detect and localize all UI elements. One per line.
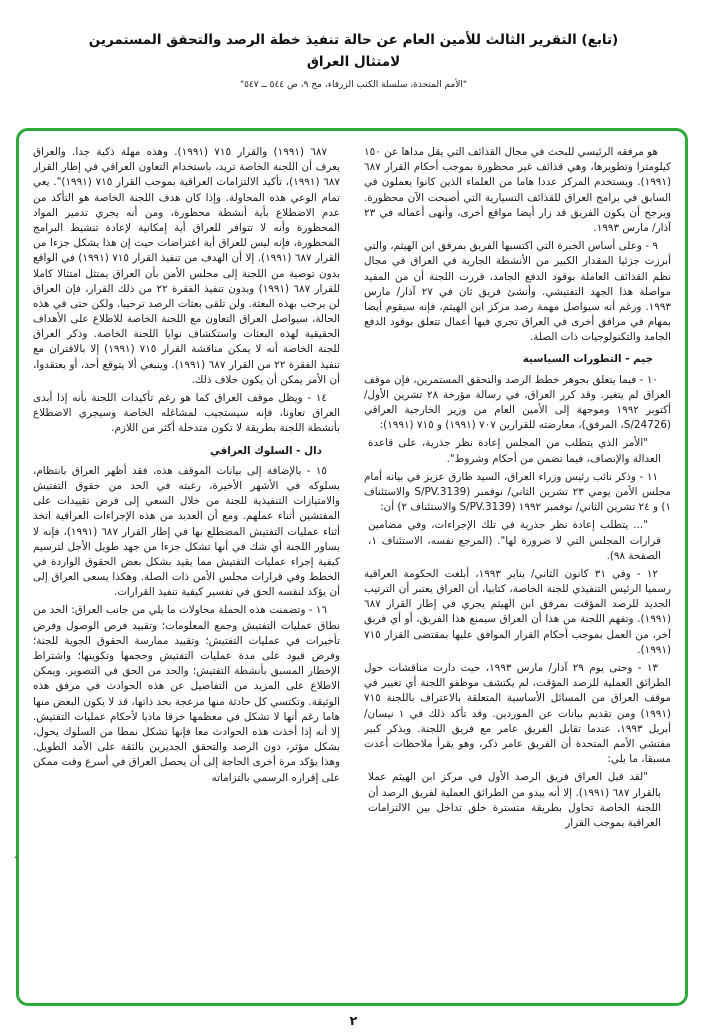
section-heading-jeem: جيم - التطورات السياسية [522,353,653,366]
title-line-2: لامتثال العراق [306,53,401,70]
paragraph: ١١ - وذكر نائب رئيس وزراء العراق، السيد طارق عزيز في بيانه أمام مجلس الأمن يومي ٢٣ تشرين الثاني/ نوفمبر (S/PV.3139 والاستئناف ١) و ٢٤ تشرين الثاني/ نوفمبر ١٩٩٢ (S/PV.3139 والاستئناف ٢) أن: [364,470,671,514]
paragraph: ٦٨٧ (١٩٩١) والقرار ٧١٥ (١٩٩١). وهذه مهلة ذكية جدا. والعراق يعرف أن اللجنة الخاصة تريد، باستخدام التعاون العراقي في إطار القرار ٦٨٧ (١٩٩١)، تأكيد الالتزامات العراقية بموجب القرار ٧١٥ (١٩٩١)". يعي تمام الوعي هذه المحاولة. وإذا كان هدف اللجنة الخاصة هو التأكد من عدم الاضطلاع بأية أنشطة محظورة، ومن أنه يجري تدمير المواد المحظورة وأنه لا تتوافر للعراق أية إمكانية لإعادة تنشيط البرامج المحظورة، فإنه ليس للعراق أية اعتراضات حيث إن هذا يشكل جزءا من القرار ٦٨٧ (١٩٩١). إلا أن الهدف من تنفيذ القرار ٧١٥ (١٩٩١) في الواقع بدون توصية من اللجنة إلى مجلس الأمن بأن العراق يمتثل امتثالا كاملا للقرار ٦٨٧ (١٩٩١) وبدون تنفيذ الفقرة ٢٢ من ذلك القرار، فإن العراق لن يرحب بهذه البعثة. ولن تلقى بعثات الرصد ترحيبا. ولكن حتى في هذه الحالة، سيواصل العراق التعاون مع اللجنة الخاصة للاطلاع على الأهداف الحقيقية لهذه البعثات واستكشاف نوايا اللجنة الخاصة. وذكر العراق للجنة الخاصة أنه لا يمكن مناقشة القرار ٧١٥ (١٩٩١) إلا بالاقتران مع تنفيذ الفقرة ٢٢ من القرار ٦٨٧ (١٩٩١). وينبغي ألا يتوقع أحد، أو يعتقدوا، أن الأمر يمكن أن يكون خلاف ذلك. [33,146,340,386]
paragraph: ١٠ - فيما يتعلق بجوهر خطط الرصد والتحقق المستمرين، فإن موقف العراق لم يتغير. وقد كرر العراق، في رسالة مؤرخة ٢٨ تشرين الأول/ أكتوبر ١٩٩٢ وموجهة إلى الأمين العام من وزير الخارجية العراقي (S/24726، المرفق)، معارضته للقرارين ٧٠٧ (١٩٩١) و ٧١٥ (١٩٩١): [364,373,671,432]
quote-paragraph: "... يتطلب إعادة نظر جذرية في تلك الإجراءات، وفي مضامين قرارات المجلس التي لا ضرورة لها". (المرجع نفسه، الاستئناف ١، الصفحة ٩٨). [368,519,661,562]
source-citation: "الأمم المتحدة، سلسلة الكتب الزرقاء، مج ٩، ص ٥٤٤ ــ ٥٤٧" [239,80,468,91]
paragraph: ٩ - وعلى أساس الخبرة التي اكتسبها الفريق بمرفق ابن الهيثم، والتي أبرزت جزئيا المقدار الكبير من الأنشطة الجارية في العراق في مجال نظم القذائف العاملة بوقود الدفع الجامد، قررت اللجنة أن من المفيد مواصلة هذا الجهد التفتيشي. وأنشئ فريق ثان في ٢٧ آذار/ مارس ١٩٩٣. ورغم أنه سيواصل مهمة رصد مركز ابن الهيثم، فإنه سيقوم أيضا بمهام في مرافق أخرى في العراق تجري فيها أعمال تتعلق بوقود الدفع الجامد والتكنولوجيات ذات الصلة. [364,240,671,344]
left-column [33,145,340,993]
page-number: ٢ [349,1013,358,1028]
document-header [0,30,707,90]
paragraph: ١٥ - بالإضافة إلى بيانات الموقف هذه، فقد أظهر العراق بانتظام، بسلوكه في الأشهر الأخيرة، رغبته في الحد من حقوق التفتيش والامتيازات التنفيذية للجنة من خلال السعي إلى فرض تقييدات على المفتشين أثناء عملهم. ومع أن العديد من هذه الإجراءات العراقية اتخذ أثناء عمليات التفتيش المضطلع بها في إطار القرار ٦٨٧ (١٩٩١)، فإنه لا يساور اللجنة أي شك في أنها تشكل جزءا من جهد طويل الأجل لترسيم كيفية إجراء عمليات التفتيش مما يقيد بشكل بعض الحقوق الواردة في الخطط وفي قرارات مجلس الأمن ذات الصلة. وهكذا يسعى العراق إلى أن يؤكد لنفسه الحق في تفسير كيفية تنفيذ القرارات. [33,464,340,599]
paragraph: هو مرفقه الرئيسي للبحث في مجال القذائف التي يقل مداها عن ١٥٠ كيلومترا وتطويرها، وهي قذائف غير محظورة بموجب أحكام القرار ٦٨٧ (١٩٩١). ويستخدم المركز عددا هاما من العلماء الذين كانوا يعملون في السابق في برامج العراق للقذائف التسيارية التي أصبحت الآن محظورة. ويرجح أن يكون الفريق قد زار أيضا مواقع أخرى، وأنهى أعماله في ٢٣ آذار/ مارس ١٩٩٣. [364,146,671,234]
two-column-layout [33,145,671,993]
paragraph: ١٦ - وتضمنت هذه الحملة محاولات ما يلي من جانب العراق: الحد من نطاق عمليات التفتيش وجمع المعلومات؛ وتقييد فرص الوصول وفرض تأخيرات في عمليات التفتيش؛ وتقييد ممارسة الحقوق الجوية للجنة؛ وفرض قيود على مدة عمليات التفتيش وحجمها وتكوينها؛ واشتراط الإخطار المسبق بأنشطة التفتيش؛ والحد من الحق في التصوير. ويمكن الاطلاع على المزيد من التفاصيل عن هذه الحوادث في مرفق هذه الوثيقة. وتكتسي كل حادثة منها مزعجة بحد ذاتها، قد لا يكون البعض منها هاما رغم أنها لا تشكل في معظمها خرقا ماديا لأحكام عمليات التفتيش. إلا أنه إذا أخذت هذه الحوادث معا فإنها تشكل نمطا من السلوك يحول، بشكل مؤثر، دون الرصد والتحقق الجديرين بالثقة على الأمد الطويل. وهذا يؤكد مرة أخرى الحاجة إلى أن يحصل العراق في أسرع وقت ممكن على إقراره الرسمي بالتزاماته [33,604,340,784]
right-column [364,145,671,993]
title-line-1: (تابع) التقرير الثالث للأمين العام عن حالة تنفيذ خطة الرصد والتحقق المستمرين [88,32,619,48]
stray-ink-mark: . [14,848,18,861]
section-heading-dal: دال - السلوك العراقي [209,444,322,457]
quote-paragraph: "الأمر الذي يتطلب من المجلس إعادة نظر جذرية، على قاعدة العدالة والإنصاف، فيما تضمن من أحكام وشروط". [368,437,661,465]
green-bordered-text-box [16,128,688,1006]
quote-paragraph: "لقد قبل العراق فريق الرصد الأول في مركز ابن الهيثم عملا بالقرار ٦٨٧ (١٩٩١). إلا أنه يبدو من الطرائق العملية لفريق الرصد أن اللجنة الخاصة تحاول بطريقة متسترة خلق تداخل بين الالتزامات العراقية بموجب القرار [368,771,661,829]
paragraph: ١٤ - ويظل موقف العراق كما هو رغم تأكيدات اللجنة بأنه إذا أبدى العراق تعاونا، فإنه سيستجيب لمشاغله الخاصة وسيجري الاضطلاع بأنشطة اللجنة بطريقة لا تكون متدخلة أكثر من اللازم. [33,392,340,435]
paragraph: ١٢ - وفي ٣١ كانون الثاني/ يناير ١٩٩٣، أبلغت الحكومة العراقية رسميا الرئيس التنفيذي للجنة الخاصة، كتابيا، أن العراق يعتبر أن الترتيب الجديد للرصد المؤقت بمرفق ابن الهيثم يجري في إطار القرار ٦٨٧ (١٩٩١). وتفهم اللجنة من هذا أن العراق سيمنع هذا الفريق، أو أي فريق آخر، من العمل بموجب أحكام القرار الموافق عليها بمقتضى القرار ٧١٥ (١٩٩١). [364,567,671,656]
paragraph: ١٣ - وحتى يوم ٢٩ آذار/ مارس ١٩٩٣، حيث دارت مناقشات حول الطرائق العملية للرصد المؤقت، لم يكتشف موظفو اللجنة أي تغيير في موقف العراق من المسائل الأساسية المتعلقة بالاعتراف باللجنة ٧١٥ (١٩٩١) ومن تقديم بيانات عن الموردين. وقد تأكد ذلك في ١ نيسان/ أبريل ١٩٩٣، عندما تقابل الفريق عامر مع فريق اللجنة. ويذكر كبير مفتشي الأمم المتحدة أن الفريق عامر ذكر، وهو يقرأ ملاحظات أعدت مسبقا، ما يلي: [364,662,671,766]
